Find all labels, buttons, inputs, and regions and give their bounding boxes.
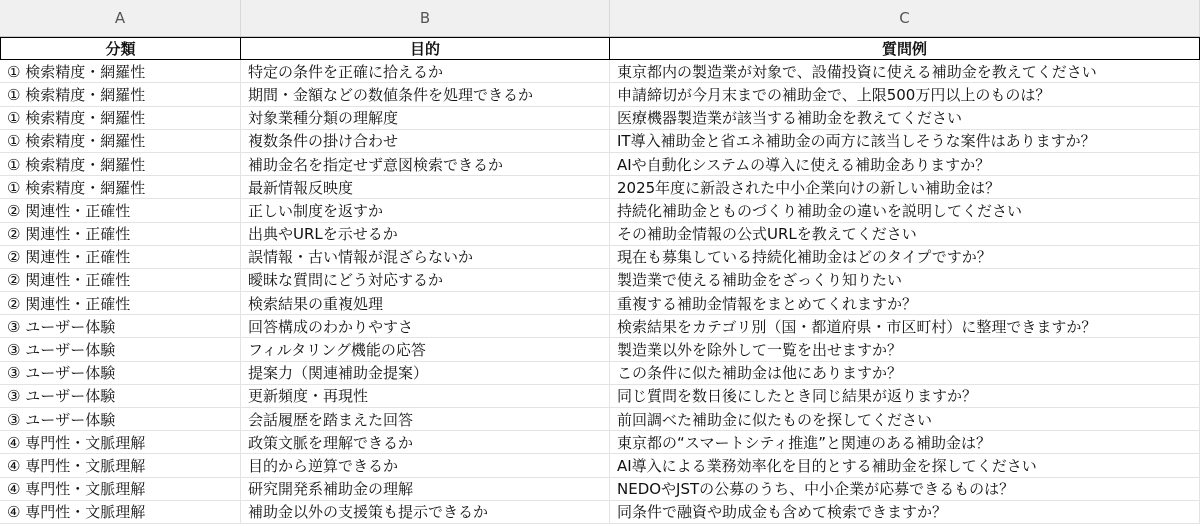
cell-question[interactable]: AIや自動化システムの導入に使える補助金ありますか？ xyxy=(610,153,1200,175)
cell-question[interactable]: 重複する補助金情報をまとめてくれますか？ xyxy=(610,292,1200,314)
cell-purpose[interactable]: 提案力（関連補助金提案） xyxy=(241,362,610,384)
cell-question[interactable]: 医療機器製造業が該当する補助金を教えてください xyxy=(610,107,1200,129)
cell-question[interactable]: 申請締切が今月末までの補助金で、上限500万円以上のものは？ xyxy=(610,83,1200,105)
cell-question[interactable]: AI導入による業務効率化を目的とする補助金を探してください xyxy=(610,454,1200,476)
cell-category[interactable]: ③ ユーザー体験 xyxy=(0,338,241,360)
column-header-b[interactable]: B xyxy=(241,0,610,36)
column-header-c[interactable]: C xyxy=(610,0,1200,36)
table-row xyxy=(0,385,1200,408)
table-row xyxy=(0,478,1200,501)
cell-category[interactable]: ① 検索精度・網羅性 xyxy=(0,107,241,129)
cell-purpose[interactable]: 正しい制度を返すか xyxy=(241,199,610,221)
cell-purpose[interactable]: 対象業種分類の理解度 xyxy=(241,107,610,129)
cell-category[interactable]: ④ 専門性・文脈理解 xyxy=(0,478,241,500)
cell-category[interactable]: ② 関連性・正確性 xyxy=(0,246,241,268)
cell-category[interactable]: ③ ユーザー体験 xyxy=(0,315,241,337)
table-row xyxy=(0,338,1200,361)
cell-purpose[interactable]: 出典やURLを示せるか xyxy=(241,223,610,245)
cell-question[interactable]: 東京都の“スマートシティ推進”と関連のある補助金は？ xyxy=(610,431,1200,453)
cell-question[interactable]: 現在も募集している持続化補助金はどのタイプですか？ xyxy=(610,246,1200,268)
cell-question[interactable]: 検索結果をカテゴリ別（国・都道府県・市区町村）に整理できますか？ xyxy=(610,315,1200,337)
table-row xyxy=(0,130,1200,153)
header-cell-purpose[interactable]: 目的 xyxy=(241,37,610,59)
cell-category[interactable]: ④ 専門性・文脈理解 xyxy=(0,431,241,453)
cell-purpose[interactable]: 誤情報・古い情報が混ざらないか xyxy=(241,246,610,268)
table-row xyxy=(0,431,1200,454)
cell-question[interactable]: 2025年度に新設された中小企業向けの新しい補助金は？ xyxy=(610,176,1200,198)
cell-question[interactable]: その補助金情報の公式URLを教えてください xyxy=(610,223,1200,245)
table-body xyxy=(0,60,1200,524)
cell-question[interactable]: 同じ質問を数日後にしたとき同じ結果が返りますか？ xyxy=(610,385,1200,407)
table-row xyxy=(0,501,1200,524)
cell-purpose[interactable]: 回答構成のわかりやすさ xyxy=(241,315,610,337)
table-row xyxy=(0,362,1200,385)
cell-purpose[interactable]: 期間・金額などの数値条件を処理できるか xyxy=(241,83,610,105)
cell-purpose[interactable]: 検索結果の重複処理 xyxy=(241,292,610,314)
cell-question[interactable]: 同条件で融資や助成金も含めて検索できますか？ xyxy=(610,501,1200,523)
cell-category[interactable]: ① 検索精度・網羅性 xyxy=(0,153,241,175)
cell-category[interactable]: ④ 専門性・文脈理解 xyxy=(0,501,241,523)
table-row xyxy=(0,107,1200,130)
cell-purpose[interactable]: フィルタリング機能の応答 xyxy=(241,338,610,360)
cell-category[interactable]: ③ ユーザー体験 xyxy=(0,385,241,407)
cell-question[interactable]: NEDOやJSTの公募のうち、中小企業が応募できるものは？ xyxy=(610,478,1200,500)
cell-question[interactable]: 製造業で使える補助金をざっくり知りたい xyxy=(610,269,1200,291)
cell-category[interactable]: ③ ユーザー体験 xyxy=(0,408,241,430)
cell-purpose[interactable]: 曖昧な質問にどう対応するか xyxy=(241,269,610,291)
cell-purpose[interactable]: 特定の条件を正確に拾えるか xyxy=(241,60,610,82)
cell-purpose[interactable]: 政策文脈を理解できるか xyxy=(241,431,610,453)
table-row xyxy=(0,176,1200,199)
table-row xyxy=(0,454,1200,477)
cell-question[interactable]: この条件に似た補助金は他にありますか？ xyxy=(610,362,1200,384)
cell-category[interactable]: ① 検索精度・網羅性 xyxy=(0,176,241,198)
table-row xyxy=(0,408,1200,431)
table-row xyxy=(0,292,1200,315)
cell-question[interactable]: 東京都内の製造業が対象で、設備投資に使える補助金を教えてください xyxy=(610,60,1200,82)
cell-purpose[interactable]: 複数条件の掛け合わせ xyxy=(241,130,610,152)
cell-category[interactable]: ④ 専門性・文脈理解 xyxy=(0,454,241,476)
table-row xyxy=(0,60,1200,83)
table-row xyxy=(0,199,1200,222)
cell-purpose[interactable]: 研究開発系補助金の理解 xyxy=(241,478,610,500)
header-cell-question[interactable]: 質問例 xyxy=(610,37,1200,59)
table-row xyxy=(0,315,1200,338)
cell-category[interactable]: ② 関連性・正確性 xyxy=(0,292,241,314)
column-header-bar xyxy=(0,0,1200,37)
table-row xyxy=(0,246,1200,269)
column-header-a[interactable]: A xyxy=(0,0,241,36)
cell-category[interactable]: ① 検索精度・網羅性 xyxy=(0,130,241,152)
cell-purpose[interactable]: 会話履歴を踏まえた回答 xyxy=(241,408,610,430)
cell-purpose[interactable]: 補助金以外の支援策も提示できるか xyxy=(241,501,610,523)
cell-category[interactable]: ② 関連性・正確性 xyxy=(0,199,241,221)
cell-purpose[interactable]: 補助金名を指定せず意図検索できるか xyxy=(241,153,610,175)
cell-category[interactable]: ③ ユーザー体験 xyxy=(0,362,241,384)
cell-question[interactable]: 前回調べた補助金に似たものを探してください xyxy=(610,408,1200,430)
table-row xyxy=(0,269,1200,292)
cell-category[interactable]: ① 検索精度・網羅性 xyxy=(0,83,241,105)
cell-question[interactable]: IT導入補助金と省エネ補助金の両方に該当しそうな案件はありますか？ xyxy=(610,130,1200,152)
cell-question[interactable]: 持続化補助金とものづくり補助金の違いを説明してください xyxy=(610,199,1200,221)
cell-question[interactable]: 製造業以外を除外して一覧を出せますか？ xyxy=(610,338,1200,360)
header-cell-category[interactable]: 分類 xyxy=(0,37,241,59)
cell-category[interactable]: ② 関連性・正確性 xyxy=(0,269,241,291)
cell-purpose[interactable]: 目的から逆算できるか xyxy=(241,454,610,476)
table-row xyxy=(0,223,1200,246)
cell-purpose[interactable]: 更新頻度・再現性 xyxy=(241,385,610,407)
cell-category[interactable]: ① 検索精度・網羅性 xyxy=(0,60,241,82)
cell-category[interactable]: ② 関連性・正確性 xyxy=(0,223,241,245)
table-row xyxy=(0,83,1200,106)
table-header-row xyxy=(0,37,1200,60)
table-row xyxy=(0,153,1200,176)
cell-purpose[interactable]: 最新情報反映度 xyxy=(241,176,610,198)
